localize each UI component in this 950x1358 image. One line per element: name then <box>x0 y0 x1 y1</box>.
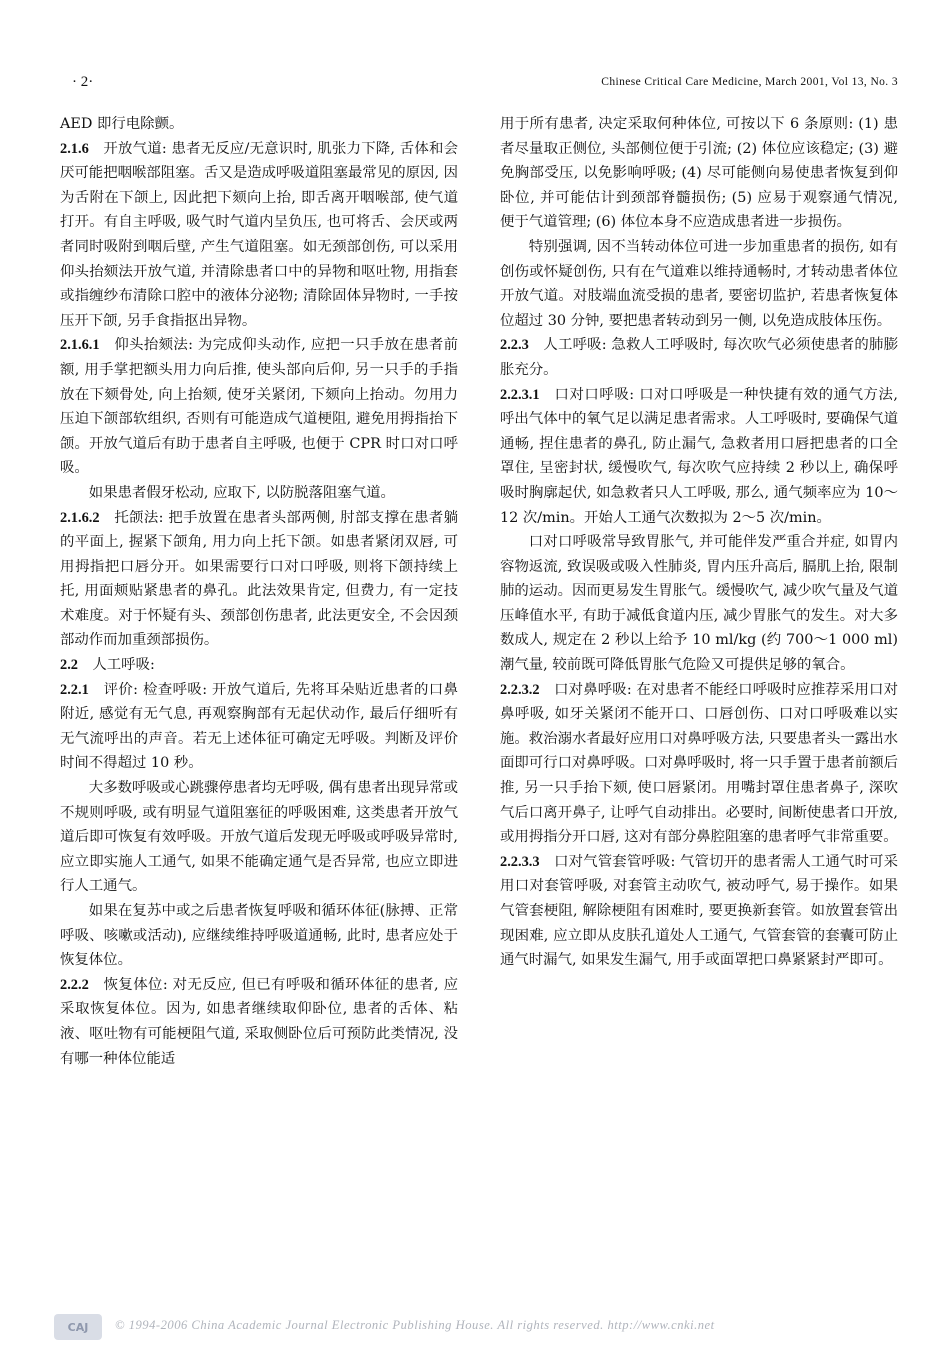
paragraph-text: 人工呼吸: <box>92 657 155 674</box>
paragraph-text: 口对口呼吸常导致胃胀气, 并可能伴发严重合并症, 如胃内容物返流, 致误吸或吸入性肺炎, 胃内压升高后, 膈肌上抬, 限制肺的运动。因而更易发生胃胀气。缓慢吹气, 减少吹气量及气道压峰值水平, 有助于减低食道内压, 减少胃胀气的发生。对大多数成人, 规定在 2 秒以上给予 10 ml/kg (约 700～1 000 ml) 潮气量, 较前既可降低胃胀气危险又可提供足够的氧合。 <box>500 534 898 674</box>
paragraph-text: 如果在复苏中或之后患者恢复呼吸和循环体征(脉搏、正常呼吸、咳嗽或活动), 应继续维持呼吸道通畅, 此时, 患者应处于恢复体位。 <box>60 903 458 969</box>
paragraph <box>60 776 458 899</box>
paragraph <box>60 899 458 973</box>
paragraph-text: 口对气管套管呼吸: 气管切开的患者需人工通气时可采用口对套管呼吸, 对套管主动吹气, 被动呼气, 易于操作。如果气管套梗阻, 解除梗阻有困难时, 要更换新套管。如放置套管出现困难, 应立即从皮肤孔道处人工通气, 气管套管的套囊可防止通气时漏气, 如果发生漏气, 用手或面罩把口鼻紧紧封严即可。 <box>500 853 898 969</box>
paragraph-text: 人工呼吸: 急救人工呼吸时, 每次吹气必须使患者的肺膨胀充分。 <box>500 337 898 378</box>
paragraph <box>60 653 458 678</box>
right-column <box>500 112 898 973</box>
page-number: · 2· <box>72 74 94 90</box>
paragraph-text: 恢复体位: 对无反应, 但已有呼吸和循环体征的患者, 应采取恢复体位。因为, 如患者继续取仰卧位, 患者的舌体、粘液、呕吐物有可能梗阻气道, 采取侧卧位后可预防此类情况, 没有哪一种体位能适 <box>60 976 458 1067</box>
paragraph-text: 托颌法: 把手放置在患者头部两侧, 肘部支撑在患者躺的平面上, 握紧下颌角, 用力向上托下颌。如患者紧闭双唇, 可用拇指把口唇分开。如果需要行口对口呼吸, 则将下颌持续上托, 用面颊贴紧患者的鼻孔。此法效果肯定, 但费力, 有一定技术难度。对于怀疑有头、颈部创伤患者, 此法更安全, 不会因颈部动作而加重颈部损伤。 <box>60 509 458 649</box>
paragraph-text: 大多数呼吸或心跳骤停患者均无呼吸, 偶有患者出现异常或不规则呼吸, 或有明显气道阻塞征的呼吸困难, 这类患者开放气道后即可恢复有效呼吸。开放气道后发现无呼吸或呼吸异常时, 应立即实施人工通气, 如果不能确定通气是否异常, 也应立即进行人工通气。 <box>60 780 458 895</box>
section-number: 2.2.1 <box>60 681 89 698</box>
left-column <box>60 112 458 1071</box>
section-number: 2.2 <box>60 657 78 674</box>
paragraph <box>60 506 458 654</box>
paragraph <box>500 235 898 333</box>
section-number: 2.1.6 <box>60 140 89 157</box>
section-number: 2.2.3 <box>500 337 529 354</box>
section-number: 2.1.6.2 <box>60 509 100 526</box>
section-number: 2.2.3.3 <box>500 853 540 870</box>
journal-header: Chinese Critical Care Medicine, March 2001, Vol 13, No. 3 <box>601 76 898 88</box>
paragraph-text: 开放气道: 患者无反应/无意识时, 肌张力下降, 舌体和会厌可能把咽喉部阻塞。舌又是造成呼吸道阻塞最常见的原因, 因为舌附在下颌上, 因此把下颏向上抬, 即舌离开咽喉部, 使气道打开。有自主呼吸, 吸气时气道内呈负压, 也可将舌、会厌或两者同时吸附到咽后壁, 产生气道阻塞。如无颈部创伤, 可以采用仰头抬颏法开放气道, 并清除患者口中的异物和呕吐物, 用指套或指缠纱布清除口腔中的液体分泌物; 清除固体异物时, 一手按压开下颌, 另手食指抠出异物。 <box>60 140 458 329</box>
paragraph <box>60 973 458 1071</box>
paragraph <box>500 112 898 235</box>
paragraph <box>60 333 458 481</box>
paragraph-text: 评价: 检查呼吸: 开放气道后, 先将耳朵贴近患者的口鼻附近, 感觉有无气息, 再观察胸部有无起伏动作, 最后仔细听有无气流呼出的声音。若无上述体征可确定无呼吸。判断及评价时间不得超过 10 秒。 <box>60 681 458 772</box>
paragraph-text: 口对口呼吸: 口对口呼吸是一种快捷有效的通气方法, 呼出气体中的氧气足以满足患者需求。人工呼吸时, 要确保气道通畅, 捏住患者的鼻孔, 防止漏气, 急救者用口唇把患者的口全罩住, 呈密封状, 缓慢吹气, 每次吹气应持续 2 秒以上, 确保呼吸时胸廓起伏, 如急救者只人工呼吸, 那么, 通气频率应为 10～12 次/min。开始人工通气次数拟为 2～5 次/min。 <box>500 386 898 526</box>
section-number: 2.2.2 <box>60 976 89 993</box>
paragraph <box>60 481 458 506</box>
section-number: 2.2.3.2 <box>500 681 540 698</box>
paragraph-text: 特别强调, 因不当转动体位可进一步加重患者的损伤, 如有创伤或怀疑创伤, 只有在气道难以维持通畅时, 才转动患者体位开放气道。对肢端血流受损的患者, 要密切监护, 若患者恢复体位超过 30 分钟, 要把患者转动到另一侧, 以免造成肢体压伤。 <box>500 238 898 329</box>
footer <box>40 1310 920 1342</box>
paragraph-text: 仰头抬颏法: 为完成仰头动作, 应把一只手放在患者前额, 用手掌把额头用力向后推, 使头部向后仰, 另一只手的手指放在下颏骨处, 向上抬颏, 使牙关紧闭, 下颏向上抬动。勿用力压迫下颌部软组织, 否则有可能造成气道梗阻, 避免用拇指抬下颌。开放气道后有助于患者自主呼吸, 也便于 CPR 时口对口呼吸。 <box>60 337 458 477</box>
paragraph-text: 用于所有患者, 决定采取何种体位, 可按以下 6 条原则: (1) 患者尽量取正侧位, 头部侧位便于引流; (2) 体位应该稳定; (3) 避免胸部受压, 以免影响呼吸; (4) 尽可能侧向易使患者恢复到仰卧位, 并可能估计到颈部脊髓损伤; (5) 应易于观察通气情况, 便于气道管理; (6) 体位本身不应造成患者进一步损伤。 <box>500 116 898 231</box>
paragraph <box>500 678 898 850</box>
paragraph <box>500 850 898 973</box>
section-number: 2.1.6.1 <box>60 337 100 354</box>
paragraph-text: 如果患者假牙松动, 应取下, 以防脱落阻塞气道。 <box>88 484 395 501</box>
paragraph-text: 口对鼻呼吸: 在对患者不能经口呼吸时应推荐采用口对鼻呼吸, 如牙关紧闭不能开口、口唇创伤、口对口呼吸难以实施。救治溺水者最好应用口对鼻呼吸方法, 只要患者头一露出水面即可行口对鼻呼吸。口对鼻呼吸时, 将一只手置于患者前额后推, 另一只手抬下颏, 使口唇紧闭。用嘴封罩住患者鼻子, 深吹气后口离开鼻子, 让呼气自动排出。必要时, 间断使患者口开放, 或用拇指分开口唇, 这对有部分鼻腔阻塞的患者呼气非常重要。 <box>500 681 898 846</box>
paragraph <box>60 678 458 776</box>
paragraph <box>500 530 898 678</box>
cnki-logo-icon: CAJ <box>54 1314 102 1340</box>
paragraph <box>500 383 898 531</box>
paragraph-text: AED 即行电除颤。 <box>60 116 184 132</box>
paragraph <box>60 137 458 334</box>
paragraph <box>500 333 898 382</box>
paragraph <box>60 112 458 137</box>
section-number: 2.2.3.1 <box>500 386 540 403</box>
copyright-text: © 1994-2006 China Academic Journal Electronic Publishing House. All rights reserved. http://www.cnki.net <box>115 1318 715 1332</box>
